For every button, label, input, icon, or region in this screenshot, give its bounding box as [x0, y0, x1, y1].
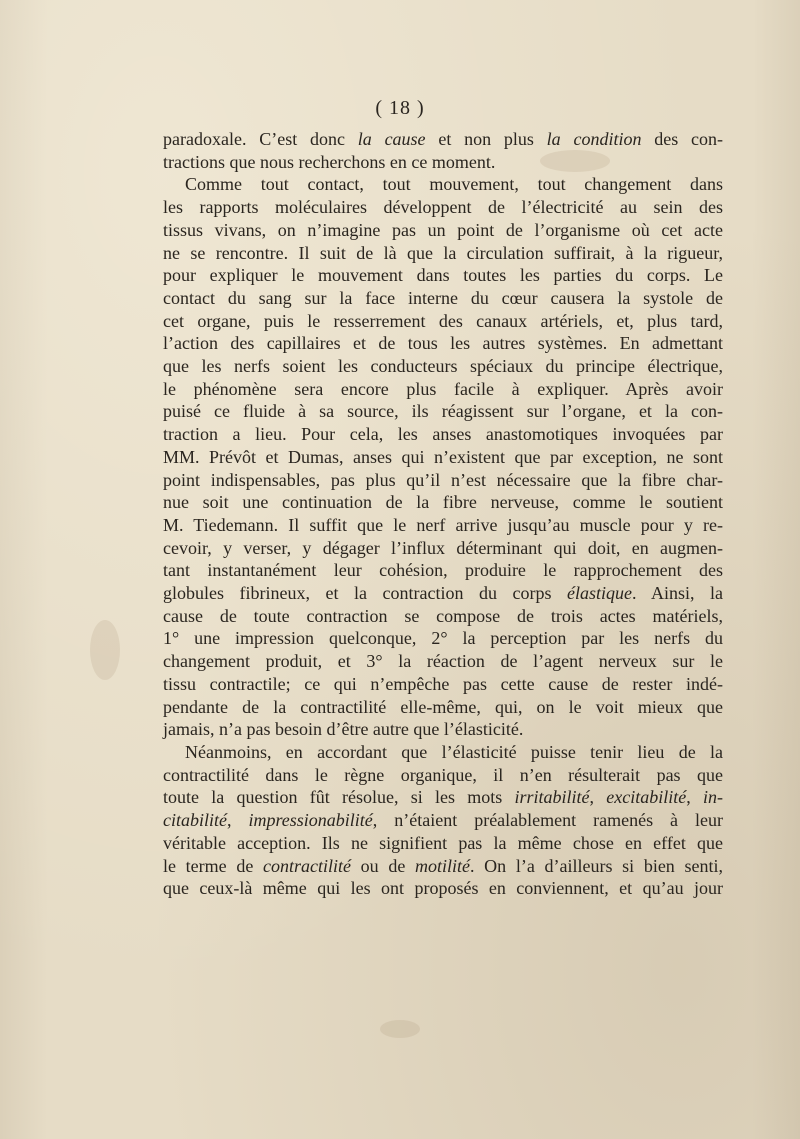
text-line: le phénomène sera encore plus facile à expliquer. Après avoir [163, 378, 723, 399]
text-line: que les nerfs soient les conducteurs spéciaux du principe électrique, [163, 356, 723, 377]
text-line: véritable acception. Ils ne signifient pas la même chose en effet que [163, 832, 723, 853]
text-line: contact du sang sur la face interne du cœur causera la systole de [163, 287, 723, 308]
text-line: paradoxale. C’est donc la cause et non plus la condition des con- [163, 129, 723, 149]
text-line: 1° une impression quelconque, 2° la perception par les nerfs du [163, 628, 723, 649]
text-line: le terme de contractilité ou de motilité. On l’a d’ailleurs si bien senti, [163, 855, 723, 876]
text-line: contractilité dans le règne organique, il n’en résulterait pas que [163, 764, 723, 785]
text-line: pour expliquer le mouvement dans toutes les parties du corps. Le [163, 265, 723, 286]
paper-stain [90, 620, 120, 680]
text-line: Néanmoins, en accordant que l’élasticité puisse tenir lieu de la [185, 741, 723, 762]
text-line: jamais, n’a pas besoin d’être autre que l’élasticité. [163, 719, 524, 740]
text-line: globules fibrineux, et la contraction du corps élastique. Ainsi, la [163, 583, 723, 604]
text-line: les rapports moléculaires développent de l’électricité au sein des [163, 197, 723, 218]
text-line: M. Tiedemann. Il suffit que le nerf arrive jusqu’au muscle pour y re- [163, 514, 723, 535]
body-text [163, 128, 723, 900]
text-line: pendante de la contractilité elle-même, qui, on le voit mieux que [163, 696, 723, 717]
text-line: ne se rencontre. Il suit de là que la circulation suffirait, à la rigueur, [163, 242, 723, 263]
text-line: cevoir, y verser, y dégager l’influx déterminant qui doit, en augmen- [163, 537, 723, 558]
text-line: l’action des capillaires et de tous les autres systèmes. En admettant [163, 333, 723, 354]
text-line: MM. Prévôt et Dumas, anses qui n’existent que par exception, ne sont [163, 446, 723, 467]
text-line: changement produit, et 3° la réaction de l’agent nerveux sur le [163, 651, 723, 672]
text-line: cause de toute contraction se compose de trois actes matériels, [163, 605, 723, 626]
text-line: tissu contractile; ce qui n’empêche pas cette cause de rester indé- [163, 673, 723, 694]
text-line: puisé ce fluide à sa source, ils réagissent sur l’organe, et la con- [163, 401, 723, 422]
paper-stain [380, 1020, 420, 1038]
text-line: point indispensables, pas plus qu’il n’est nécessaire que la fibre char- [163, 469, 723, 490]
text-line: cet organe, puis le resserrement des canaux artériels, et, plus tard, [163, 310, 723, 331]
text-line: toute la question fût résolue, si les mots irritabilité, excitabilité, in- [163, 787, 724, 808]
text-line: tant instantanément leur cohésion, produire le rapprochement des [163, 560, 723, 581]
text-line: tissus vivans, on n’imagine pas un point de l’organisme où cet acte [163, 219, 723, 240]
text-line: tractions que nous recherchons en ce moment. [163, 151, 496, 172]
text-line: Comme tout contact, tout mouvement, tout changement dans [185, 174, 723, 195]
text-line: nue soit une continuation de la fibre nerveuse, comme le soutient [163, 492, 723, 513]
text-line: citabilité, impressionabilité, n’étaient préalablement ramenés à leur [163, 810, 723, 831]
text-line: que ceux-là même qui les ont proposés en conviennent, et qu’au jour [163, 878, 723, 899]
text-line: traction a lieu. Pour cela, les anses anastomotiques invoquées par [163, 424, 723, 445]
page-number: ( 18 ) [375, 97, 425, 119]
